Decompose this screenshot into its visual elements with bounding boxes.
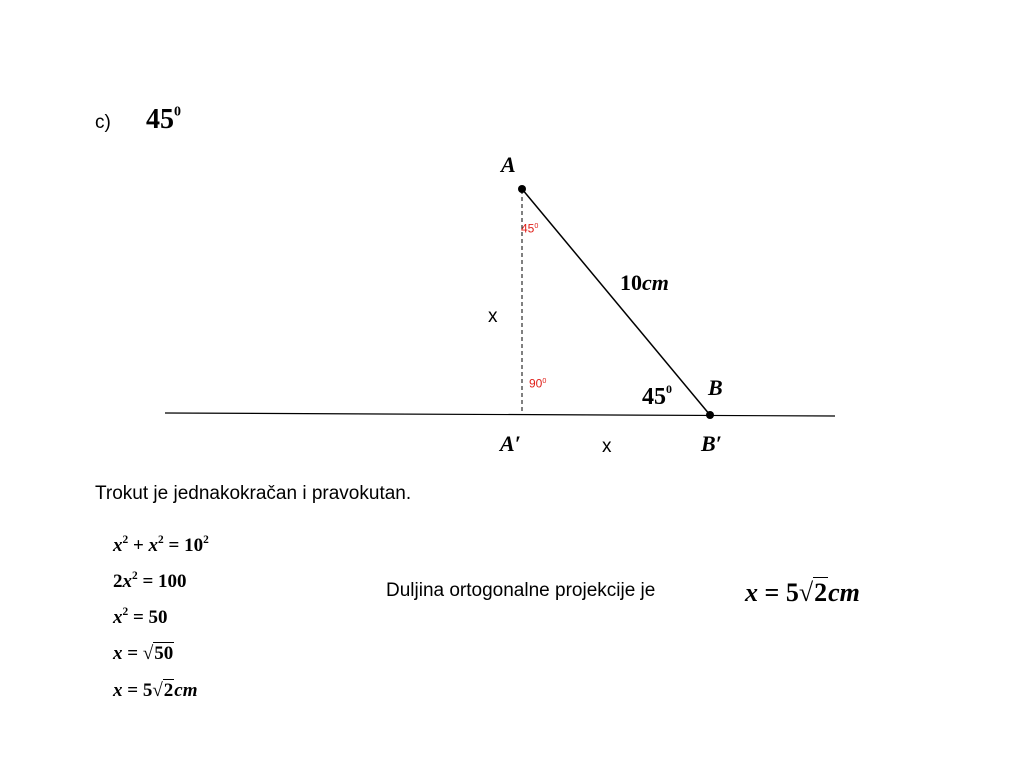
hypotenuse-value: 10 — [620, 270, 642, 295]
point-b-dot — [706, 411, 714, 419]
angle-right-degree: 0 — [542, 376, 547, 385]
answer-label: Duljina ortogonalne projekcije je — [386, 580, 656, 601]
angle-b-label — [642, 382, 672, 411]
angle-top-value: 45 — [521, 221, 535, 236]
point-a-prime-label: A′ — [500, 431, 521, 456]
projection-line — [165, 413, 835, 416]
part-angle-degree: 0 — [174, 104, 181, 120]
part-label: c) — [95, 112, 111, 133]
angle-right-mark — [529, 376, 546, 390]
point-a-dot — [518, 185, 526, 193]
hypotenuse-unit: cm — [642, 270, 669, 295]
point-b-label: B — [708, 375, 723, 400]
equation-1: $x^2 + x^2 = 10^2$ — [113, 534, 209, 556]
equation-2: $2x^2 = 100$ — [113, 570, 187, 592]
angle-top-mark — [521, 221, 538, 235]
hypotenuse-label — [620, 270, 669, 296]
equation-3: $x^2 = 50$ — [113, 606, 168, 628]
horizontal-side-label: x — [602, 436, 612, 457]
angle-b-value: 45 — [642, 383, 666, 410]
segment-ab — [522, 189, 710, 415]
vertical-side-label: x — [488, 306, 498, 327]
answer-expression: x = 5√2cm — [745, 578, 860, 607]
statement-text: Trokut je jednakokračan i pravokutan. — [95, 483, 412, 504]
angle-b-degree: 0 — [666, 382, 672, 396]
equation-5: x = 5√2cm — [113, 680, 198, 701]
point-a-label: A — [501, 152, 516, 177]
point-b-prime-label: B′ — [701, 431, 722, 456]
part-angle-value: 45 — [146, 104, 174, 135]
angle-top-degree: 0 — [534, 221, 539, 230]
angle-right-value: 90 — [529, 376, 543, 391]
equation-4: x = √50 — [113, 643, 174, 664]
